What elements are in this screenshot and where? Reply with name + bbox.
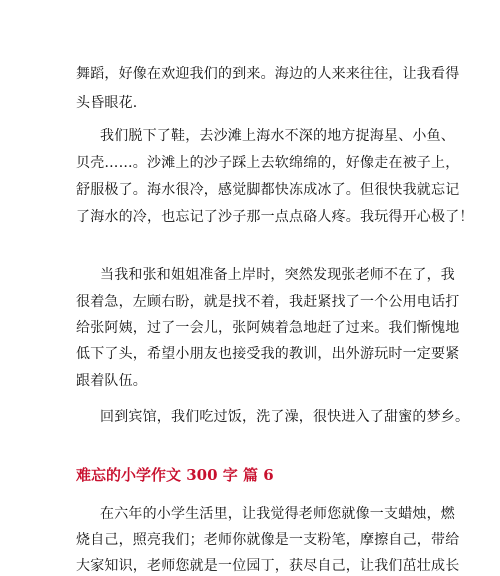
paragraph-line: 了海水的冷，也忘记了沙子那一点点硌人疼。我玩得开心极了！ [76,209,474,225]
paragraph-line: 我们脱下了鞋，去沙滩上海水不深的地方捉海星、小鱼、 [100,128,455,144]
paragraph-line: 头昏眼花. [76,95,138,111]
paragraph-line: 跟着队伍。 [76,373,147,389]
paragraph-line: 烧自己，照亮我们；老师你就像是一支粉笔，摩擦自己，带给 [76,532,460,548]
paragraph-line: 舞蹈，好像在欢迎我们的到来。海边的人来来往往，让我看得 [76,66,460,82]
paragraph-line: 低下了头，希望小朋友也接受我的教训，出外游玩时一定要紧 [76,346,460,362]
paragraph-line: 给张阿姨，过了一会儿，张阿姨着急地赶了过来。我们惭愧地 [76,320,460,336]
paragraph-line: 大家知识，老师您就是一位园丁，获尽自己，让我们茁壮成长 [76,558,460,574]
paragraph-line: 回到宾馆，我们吃过饭，洗了澡，很快进入了甜蜜的梦乡。 [100,409,470,425]
paragraph-line: 在六年的小学生活里，让我觉得老师您就像一支蜡烛，燃 [100,506,455,522]
paragraph-line: 舒服极了。海水很冷，感觉脚都快冻成冰了。但很快我就忘记 [76,182,460,198]
paragraph-line: 贝壳……。沙滩上的沙子踩上去软绵绵的，好像走在被子上， [76,155,460,171]
paragraph-line: 当我和张和姐姐准备上岸时，突然发现张老师不在了，我 [100,267,455,283]
paragraph-line: 很着急，左顾右盼，就是找不着，我赶紧找了一个公用电话打 [76,294,460,310]
section-heading: 难忘的小学作文 300 字 篇 6 [76,466,274,484]
